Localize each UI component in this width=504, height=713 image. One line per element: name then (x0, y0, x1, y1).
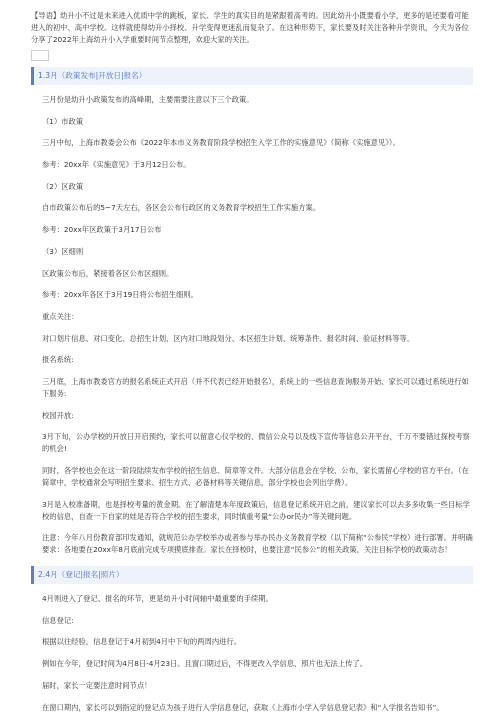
paragraph: 对口划片信息、对口变化、总招生计划、区内对口地段划分、本区招生计划、统筹条件、报名时间、验证材料等等。 (42, 333, 415, 343)
paragraph: 届时，家长一定要注意时间节点！ (42, 680, 152, 690)
paragraph: 报名系统: (42, 355, 74, 365)
paragraph: （3）区细则 (42, 246, 84, 256)
section-heading: 1.3月（政策发布|开放日|报名） (31, 67, 473, 85)
paragraph: 区政策公布后，紧接着各区公布区细则。 (42, 268, 174, 278)
paragraph: 例如在今年，登记时间为4月8日-4月23日。且窗口期过后，不得更改入学信息，照片也无法上传了。 (42, 659, 368, 669)
section-1 (31, 67, 473, 556)
paragraph: 三月份是幼升小政策发布的高峰期，主要需要注意以下三个政策。 (42, 95, 254, 104)
paragraph: 三月底，上海市教委官方的报名系统正式开启（并不代表已经开始报名），系统上的一些信息查询服务开始、家长可以通过系统进行如下服务: (42, 376, 469, 398)
paragraph: 注意：今年八月份教育部印发通知，就规范公办学校举办或者参与举办民办义务教育学校（以下简称“公参民”学校）进行部署。并明确要求：各地要在20xx年8月底前完成专项摸底排查。家长在择校时，也要注意“民参公”的相关政策，关注目标学校的政策动态！ (42, 533, 473, 555)
paragraph: 根据以往经验，信息登记于4月初到4月中下旬的两周内进行。 (42, 637, 242, 647)
paragraph: 3月是入校准备期，也是择校考量的黄金期。在了解清楚本年度政策后，信息登记系统开启之前，建议家长可以去多多收集一些目标学校的信息，自查一下自家的娃是否符合学校的招生要求，同时慎重考量“公办or民办”等关键问题。 (42, 499, 470, 521)
intro-paragraph: 【导语】幼升小不过是未来进入优质中学的跳板，家长、学生的真实目的是紧跟着高考的。因此幼升小既要看小学，更多的是还要看可能进入的初中、高中学校。这样就使得幼升小择校、升学变得更迷乱而复杂了。在这种形势下，家长要及时关注各种升学资讯，今天为各位分享了2022年上海幼升小入学重要时间节点整理，欢迎大家的关注。 (31, 11, 469, 44)
paragraph: 参考：20xx年《实施意见》于3月12日公布。 (42, 160, 191, 170)
paragraph: 三月中旬，上海市教委会公布《2022年本市义务教育阶段学校招生入学工作的实施意见》（简称《实施意见》）。 (42, 138, 400, 148)
paragraph: 自市政策公布后的5~7天左右，各区会公布行政区的义务教育学校招生工作实施方案。 (42, 203, 321, 213)
paragraph: 重点关注： (42, 311, 79, 321)
paragraph: （2）区政策 (42, 181, 84, 191)
paragraph: 信息登记: (42, 615, 74, 625)
image-placeholder-icon (31, 50, 49, 61)
paragraph: （1）市政策 (42, 116, 84, 126)
section-heading: 2.4月（登记|报名|照片） (31, 566, 473, 584)
paragraph: 参考：20xx年各区于3月19日将公布招生细则。 (42, 290, 198, 300)
section-2 (31, 566, 473, 713)
paragraph: 校园开放: (42, 410, 74, 420)
paragraph: 3月下旬，公办学校的开放日开启预约，家长可以留意心仪学校的、微信公众号以及线下宣传等信息公开平台，千万不要错过探校考察的机会! (42, 432, 470, 454)
paragraph: 同时，各学校也会在这一阶段陆续发布学校的招生信息、简章等文件。大部分信息会在学校、公布，家长需留心学校的官方平台。（在简章中，学校通常会写明招生要求、招生方式、必备材料等关键信息，部分学校也会列出学费）。 (42, 466, 469, 487)
paragraph: 4月则进入了登记、报名的环节，更是幼升小时间轴中最重要的手续期。 (42, 594, 273, 604)
paragraph: 在窗口期内，家长可以到指定的登记点为孩子进行入学信息登记，获取《上海市小学入学信息登记表》和“入学报名告知书”。 (42, 702, 444, 712)
paragraph: 参考：20xx年区政策于3月17日公布 (42, 225, 162, 235)
